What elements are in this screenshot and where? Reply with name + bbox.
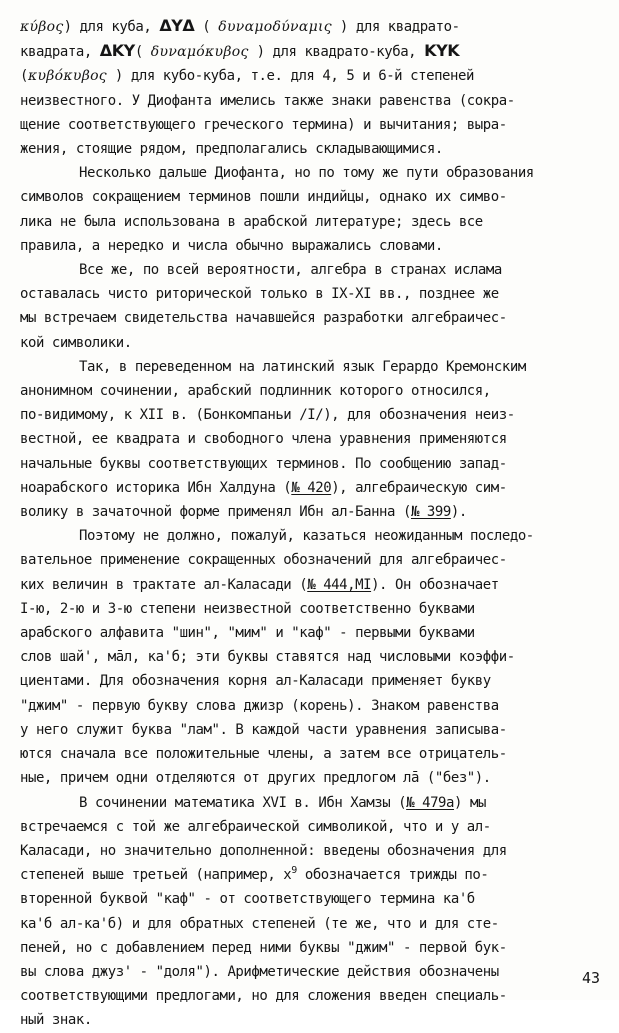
text-line	[20, 89, 608, 113]
text-segment: лика не была использована в арабской литературе; здесь все	[20, 213, 483, 230]
text-segment: вестной, ее квадрата и свободного члена уравнения применяются	[20, 431, 507, 448]
text-segment: ный знак.	[20, 1012, 92, 1029]
text-segment: соответствующими предлогами, но для сложения введен специаль-	[20, 988, 507, 1005]
text-line	[20, 766, 608, 790]
text-line	[20, 597, 608, 621]
text-segment: ) мы	[454, 794, 486, 811]
text-line	[20, 452, 608, 476]
text-line	[20, 573, 608, 597]
superscript: 9	[291, 865, 297, 877]
greek-term: δυναμοδύναμις	[218, 19, 332, 35]
text-segment: у него служит буква "лам". В каждой части уравнения записыва-	[20, 721, 507, 738]
text-segment: ) для квадрато-	[331, 19, 460, 35]
text-line	[20, 137, 608, 161]
text-line	[20, 258, 608, 282]
text-line	[20, 936, 608, 960]
text-segment: обозначается трижды по-	[296, 867, 489, 884]
text-line	[20, 355, 608, 379]
text-segment: ные, причем одни отделяются от других предлогом лā ("без").	[20, 770, 491, 787]
text-line	[20, 887, 608, 911]
text-line	[20, 306, 608, 330]
text-segment: ), алгебраическую сим-	[331, 479, 507, 496]
text-segment: щение соответствующего греческого термина) и вычитания; выра-	[20, 116, 507, 133]
text-line	[20, 64, 608, 88]
text-segment: волику в зачаточной форме применял Ибн ал-Банна (	[20, 504, 411, 521]
text-segment: (	[134, 44, 151, 61]
greek-term: κύβος	[20, 19, 64, 35]
text-line	[20, 960, 608, 984]
text-line	[20, 645, 608, 669]
text-line	[20, 500, 608, 524]
text-line	[20, 524, 608, 548]
text-segment: ка'б ал-ка'б) и для обратных степеней (те же, что и для сте-	[20, 915, 499, 932]
text-line	[20, 669, 608, 693]
text-segment: слов шай', мāл, ка'б; эти буквы ставятся над числовыми коэффи-	[20, 649, 515, 666]
text-segment: арабского алфавита "шин", "мим" и "каф" - первыми буквами	[20, 625, 475, 642]
text-segment: ).	[450, 504, 467, 521]
text-segment: по-видимому, к XII в. (Бонкомпаньи /I/), для обозначения неиз-	[20, 407, 515, 424]
text-segment: степеней выше третьей (например, x	[20, 867, 292, 884]
greek-term: δυναμόκυβος	[150, 44, 249, 61]
text-segment: Все же, по всей вероятности, алгебра в странах ислама	[79, 262, 502, 279]
reference-number: № 420	[291, 479, 332, 496]
text-line	[20, 476, 608, 500]
text-segment: кой символики.	[20, 334, 132, 351]
text-segment: циентами. Для обозначения корня ал-Каласади применяет букву	[20, 673, 491, 690]
reference-number: № 444,MI	[307, 576, 372, 593]
text-line	[20, 39, 608, 64]
text-segment: правила, а нередко и числа обычно выражались словами.	[20, 237, 443, 254]
page-number: 43	[581, 969, 600, 987]
text-segment: оставалась чисто риторической только в IX-XI вв., позднее же	[20, 286, 499, 303]
text-segment: ) для куба,	[63, 19, 160, 35]
text-segment: ). Он обозначает	[371, 576, 499, 593]
text-segment: мы встречаем свидетельства начавшейся разработки алгебраичес-	[20, 310, 507, 327]
text-line	[20, 161, 608, 185]
text-segment: вы слова джуз' - "доля"). Арифметические действия обозначены	[20, 963, 499, 980]
text-line	[20, 210, 608, 234]
text-line	[20, 621, 608, 645]
text-line	[20, 427, 608, 451]
text-segment: Несколько дальше Диофанта, но по тому же пути образования	[79, 165, 534, 182]
text-line	[20, 863, 608, 887]
text-line	[20, 14, 608, 39]
text-segment: ких величин в трактате ал-Каласади (	[20, 576, 308, 593]
text-line	[20, 1008, 608, 1032]
text-segment: анонимном сочинении, арабский подлинник которого относился,	[20, 383, 491, 400]
text-segment: (	[20, 68, 28, 85]
text-line	[20, 234, 608, 258]
text-line	[20, 839, 608, 863]
text-line	[20, 282, 608, 306]
text-segment: вторенной буквой "каф" - от соответствующего термина ка'б	[20, 891, 475, 908]
text-line	[20, 379, 608, 403]
greek-term: κυβόκυβος	[27, 68, 107, 85]
text-line	[20, 113, 608, 137]
text-segment: пеней, но с добавлением перед ними буквы "джим" - первой бук-	[20, 939, 507, 956]
text-segment: встречаемся с той же алгебраической символикой, что и у ал-	[20, 818, 491, 835]
text-segment: I-ю, 2-ю и 3-ю степени неизвестной соответственно буквами	[20, 600, 475, 617]
text-segment: ются сначала все положительные члены, а затем все отрицатель-	[20, 746, 507, 763]
text-line	[20, 403, 608, 427]
text-line	[20, 548, 608, 572]
power-symbol: ΔΥΔ	[159, 16, 195, 35]
text-line	[20, 815, 608, 839]
text-line	[20, 185, 608, 209]
text-line	[20, 984, 608, 1008]
text-segment: В сочинении математика XVI в. Ибн Хамзы (	[79, 794, 407, 811]
power-symbol: ΚΥΚ	[424, 41, 460, 61]
text-line	[20, 742, 608, 766]
text-line	[20, 694, 608, 718]
text-segment: вательное применение сокращенных обозначений для алгебраичес-	[20, 552, 507, 569]
text-segment: Каласади, но значительно дополненной: введены обозначения для	[20, 842, 507, 859]
text-segment: ноарабского историка Ибн Халдуна (	[20, 479, 292, 496]
text-line	[20, 791, 608, 815]
text-segment: начальные буквы соответствующих терминов. По сообщению запад-	[20, 455, 507, 472]
text-line	[20, 718, 608, 742]
power-symbol: ΔΚΥ	[99, 41, 135, 61]
text-segment: "джим" - первую букву слова джизр (корень). Знаком равенства	[20, 697, 499, 714]
text-segment: неизвестного. У Диофанта имелись также знаки равенства (сокра-	[20, 92, 515, 109]
text-segment: символов сокращением терминов пошли индийцы, однако их симво-	[20, 189, 507, 206]
text-segment: жения, стоящие рядом, предполагались складывающимися.	[20, 141, 443, 158]
reference-number: № 399	[410, 504, 451, 521]
text-segment: ) для кубо-куба, т.е. для 4, 5 и 6-й степеней	[106, 68, 474, 85]
text-segment: Поэтому не должно, пожалуй, казаться неожиданным последо-	[79, 528, 534, 545]
text-line	[20, 912, 608, 936]
page-text	[20, 14, 608, 1033]
reference-number: № 479а	[406, 794, 455, 811]
text-segment: ) для квадрато-куба,	[248, 44, 425, 61]
text-line	[20, 331, 608, 355]
text-segment: (	[194, 19, 219, 35]
text-segment: Так, в переведенном на латинский язык Герардо Кремонским	[79, 358, 526, 375]
text-segment: квадрата,	[20, 44, 100, 61]
